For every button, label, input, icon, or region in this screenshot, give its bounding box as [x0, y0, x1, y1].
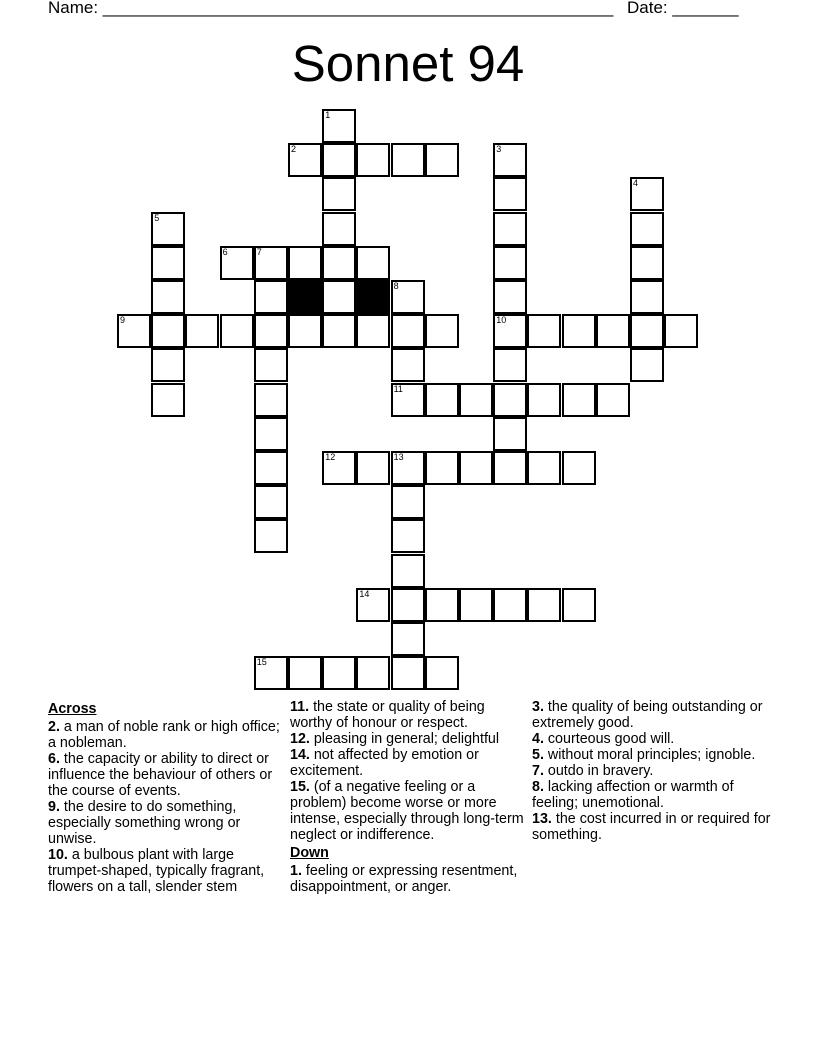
clue-number: 8 [393, 281, 399, 291]
crossword-cell[interactable] [527, 383, 561, 417]
crossword-cell[interactable] [630, 212, 664, 246]
clues-column-3 [532, 699, 772, 843]
crossword-cell[interactable] [425, 383, 459, 417]
clue-number: 3 [496, 144, 502, 155]
crossword-cell[interactable] [493, 588, 527, 622]
crossword-cell[interactable] [527, 588, 561, 622]
clue-number: 14 [359, 588, 370, 599]
crossword-cell[interactable] [459, 383, 493, 417]
crossword-cell[interactable] [220, 246, 254, 280]
clue-across-15: 15. (of a negative feeling or a problem) become worse or more intense, especially through long-term neglect or indifference. [290, 779, 524, 843]
clue-number: 9 [120, 315, 126, 326]
crossword-cell[interactable] [630, 348, 664, 382]
crossword-cell[interactable] [527, 314, 561, 348]
clues-column-2 [290, 699, 530, 895]
crossword-cell[interactable] [493, 212, 527, 246]
crossword-cell[interactable] [425, 143, 459, 177]
crossword-cell[interactable] [562, 588, 596, 622]
crossword-cell[interactable] [493, 383, 527, 417]
crossword-cell[interactable] [322, 280, 356, 314]
crossword-cell[interactable] [630, 177, 664, 211]
crossword-cell[interactable] [391, 451, 425, 485]
crossword-cell[interactable] [151, 314, 185, 348]
crossword-cell[interactable] [185, 314, 219, 348]
clue-across-14: 14. not affected by emotion or excitement. [290, 747, 479, 779]
crossword-cell[interactable] [322, 314, 356, 348]
crossword-cell[interactable] [596, 383, 630, 417]
clue-number: 13 [393, 452, 404, 462]
crossword-cell[interactable] [391, 588, 425, 622]
clue-number: 5 [154, 212, 160, 223]
crossword-cell[interactable] [391, 485, 425, 519]
crossword-cell[interactable] [356, 314, 390, 348]
clue-across-11: 11. the state or quality of being worthy of honour or respect. [290, 699, 485, 731]
crossword-cell[interactable] [391, 622, 425, 656]
across-heading: Across [48, 701, 97, 717]
crossword-cell[interactable] [493, 246, 527, 280]
clue-number: 7 [256, 246, 262, 257]
crossword-cell[interactable] [288, 656, 322, 690]
crossword-cell[interactable] [151, 383, 185, 417]
clue-number: 4 [633, 178, 639, 189]
clue-number: 11 [393, 383, 403, 394]
clue-number: 15 [256, 657, 267, 668]
clue-down-5: 5. without moral principles; ignoble. [532, 747, 756, 763]
crossword-cell[interactable] [630, 246, 664, 280]
crossword-cell[interactable] [322, 109, 356, 143]
crossword-cell[interactable] [322, 143, 356, 177]
crossword-cell[interactable] [322, 451, 356, 485]
down-heading: Down [290, 845, 329, 861]
clue-across-2: 2. a man of noble rank or high office; a nobleman. [48, 719, 280, 751]
clue-across-10: 10. a bulbous plant with large trumpet-shaped, typically fragrant, flowers on a tall, slender stem [48, 847, 265, 895]
crossword-cell[interactable] [459, 588, 493, 622]
clue-across-12: 12. pleasing in general; delightful [290, 731, 500, 747]
crossword-cell[interactable] [322, 246, 356, 280]
crossword-black-cell [356, 280, 390, 314]
crossword-cell[interactable] [391, 348, 425, 382]
crossword-cell[interactable] [391, 519, 425, 553]
crossword-cell[interactable] [562, 314, 596, 348]
crossword-cell[interactable] [596, 314, 630, 348]
crossword-cell[interactable] [493, 314, 527, 348]
clue-number: 6 [222, 246, 228, 257]
crossword-cell[interactable] [562, 383, 596, 417]
crossword-cell[interactable] [425, 451, 459, 485]
crossword-cell[interactable] [254, 451, 288, 485]
crossword-cell[interactable] [493, 417, 527, 451]
crossword-cell[interactable] [630, 280, 664, 314]
clue-down-4: 4. courteous good will. [532, 731, 675, 747]
crossword-cell[interactable] [254, 656, 288, 690]
crossword-cell[interactable] [322, 177, 356, 211]
clue-across-6: 6. the capacity or ability to direct or influence the behaviour of others or the course of events. [48, 751, 273, 799]
clue-down-1: 1. feeling or expressing resentment, disappointment, or anger. [290, 863, 518, 895]
crossword-cell[interactable] [562, 451, 596, 485]
crossword-cell[interactable] [254, 246, 288, 280]
page-title: Sonnet 94 [291, 35, 525, 92]
crossword-cell[interactable] [527, 451, 561, 485]
crossword-cell[interactable] [322, 212, 356, 246]
crossword-cell[interactable] [254, 348, 288, 382]
crossword-cell[interactable] [493, 348, 527, 382]
crossword-cell[interactable] [391, 280, 425, 314]
crossword-cell[interactable] [220, 314, 254, 348]
clue-down-3: 3. the quality of being outstanding or extremely good. [532, 699, 763, 731]
crossword-cell[interactable] [391, 656, 425, 690]
crossword-cell[interactable] [151, 348, 185, 382]
crossword-cell[interactable] [356, 656, 390, 690]
crossword-cell[interactable] [151, 280, 185, 314]
crossword-cell[interactable] [391, 383, 425, 417]
crossword-cell[interactable] [288, 143, 322, 177]
crossword-cell[interactable] [356, 451, 390, 485]
clue-down-8: 8. lacking affection or warmth of feeling; unemotional. [532, 779, 734, 811]
crossword-cell[interactable] [391, 143, 425, 177]
crossword-cell[interactable] [425, 314, 459, 348]
crossword-cell[interactable] [630, 314, 664, 348]
clue-down-7: 7. outdo in bravery. [532, 763, 654, 779]
name-field[interactable]: Name: ______________________________________________________ [48, 0, 614, 17]
crossword-cell[interactable] [459, 451, 493, 485]
clue-number: 1 [325, 110, 331, 120]
crossword-cell[interactable] [151, 246, 185, 280]
crossword-cell[interactable] [288, 314, 322, 348]
crossword-cell[interactable] [254, 485, 288, 519]
crossword-cell[interactable] [425, 588, 459, 622]
crossword-cell[interactable] [254, 519, 288, 553]
crossword-cell[interactable] [288, 246, 322, 280]
crossword-cell[interactable] [254, 383, 288, 417]
crossword-cell[interactable] [425, 656, 459, 690]
clues-column-1 [48, 699, 284, 895]
crossword-cell[interactable] [356, 588, 390, 622]
crossword-cell[interactable] [356, 143, 390, 177]
crossword-cell[interactable] [664, 314, 698, 348]
clue-number: 10 [496, 315, 507, 326]
crossword-cell[interactable] [254, 280, 288, 314]
clue-down-13: 13. the cost incurred in or required for something. [532, 811, 771, 843]
crossword-cell[interactable] [356, 246, 390, 280]
clue-across-9: 9. the desire to do something, especially something wrong or unwise. [48, 799, 241, 847]
crossword-cell[interactable] [322, 656, 356, 690]
clue-number: 12 [325, 452, 336, 462]
date-field[interactable]: Date: _______ [627, 0, 739, 17]
crossword-cell[interactable] [391, 554, 425, 588]
crossword-cell[interactable] [254, 417, 288, 451]
crossword-cell[interactable] [493, 280, 527, 314]
crossword-cell[interactable] [493, 177, 527, 211]
clue-number: 2 [291, 144, 297, 155]
crossword-cell[interactable] [391, 314, 425, 348]
crossword-cell[interactable] [117, 314, 151, 348]
crossword-cell[interactable] [493, 451, 527, 485]
crossword-cell[interactable] [151, 212, 185, 246]
crossword-cell[interactable] [254, 314, 288, 348]
crossword-black-cell [288, 280, 322, 314]
crossword-cell[interactable] [493, 143, 527, 177]
